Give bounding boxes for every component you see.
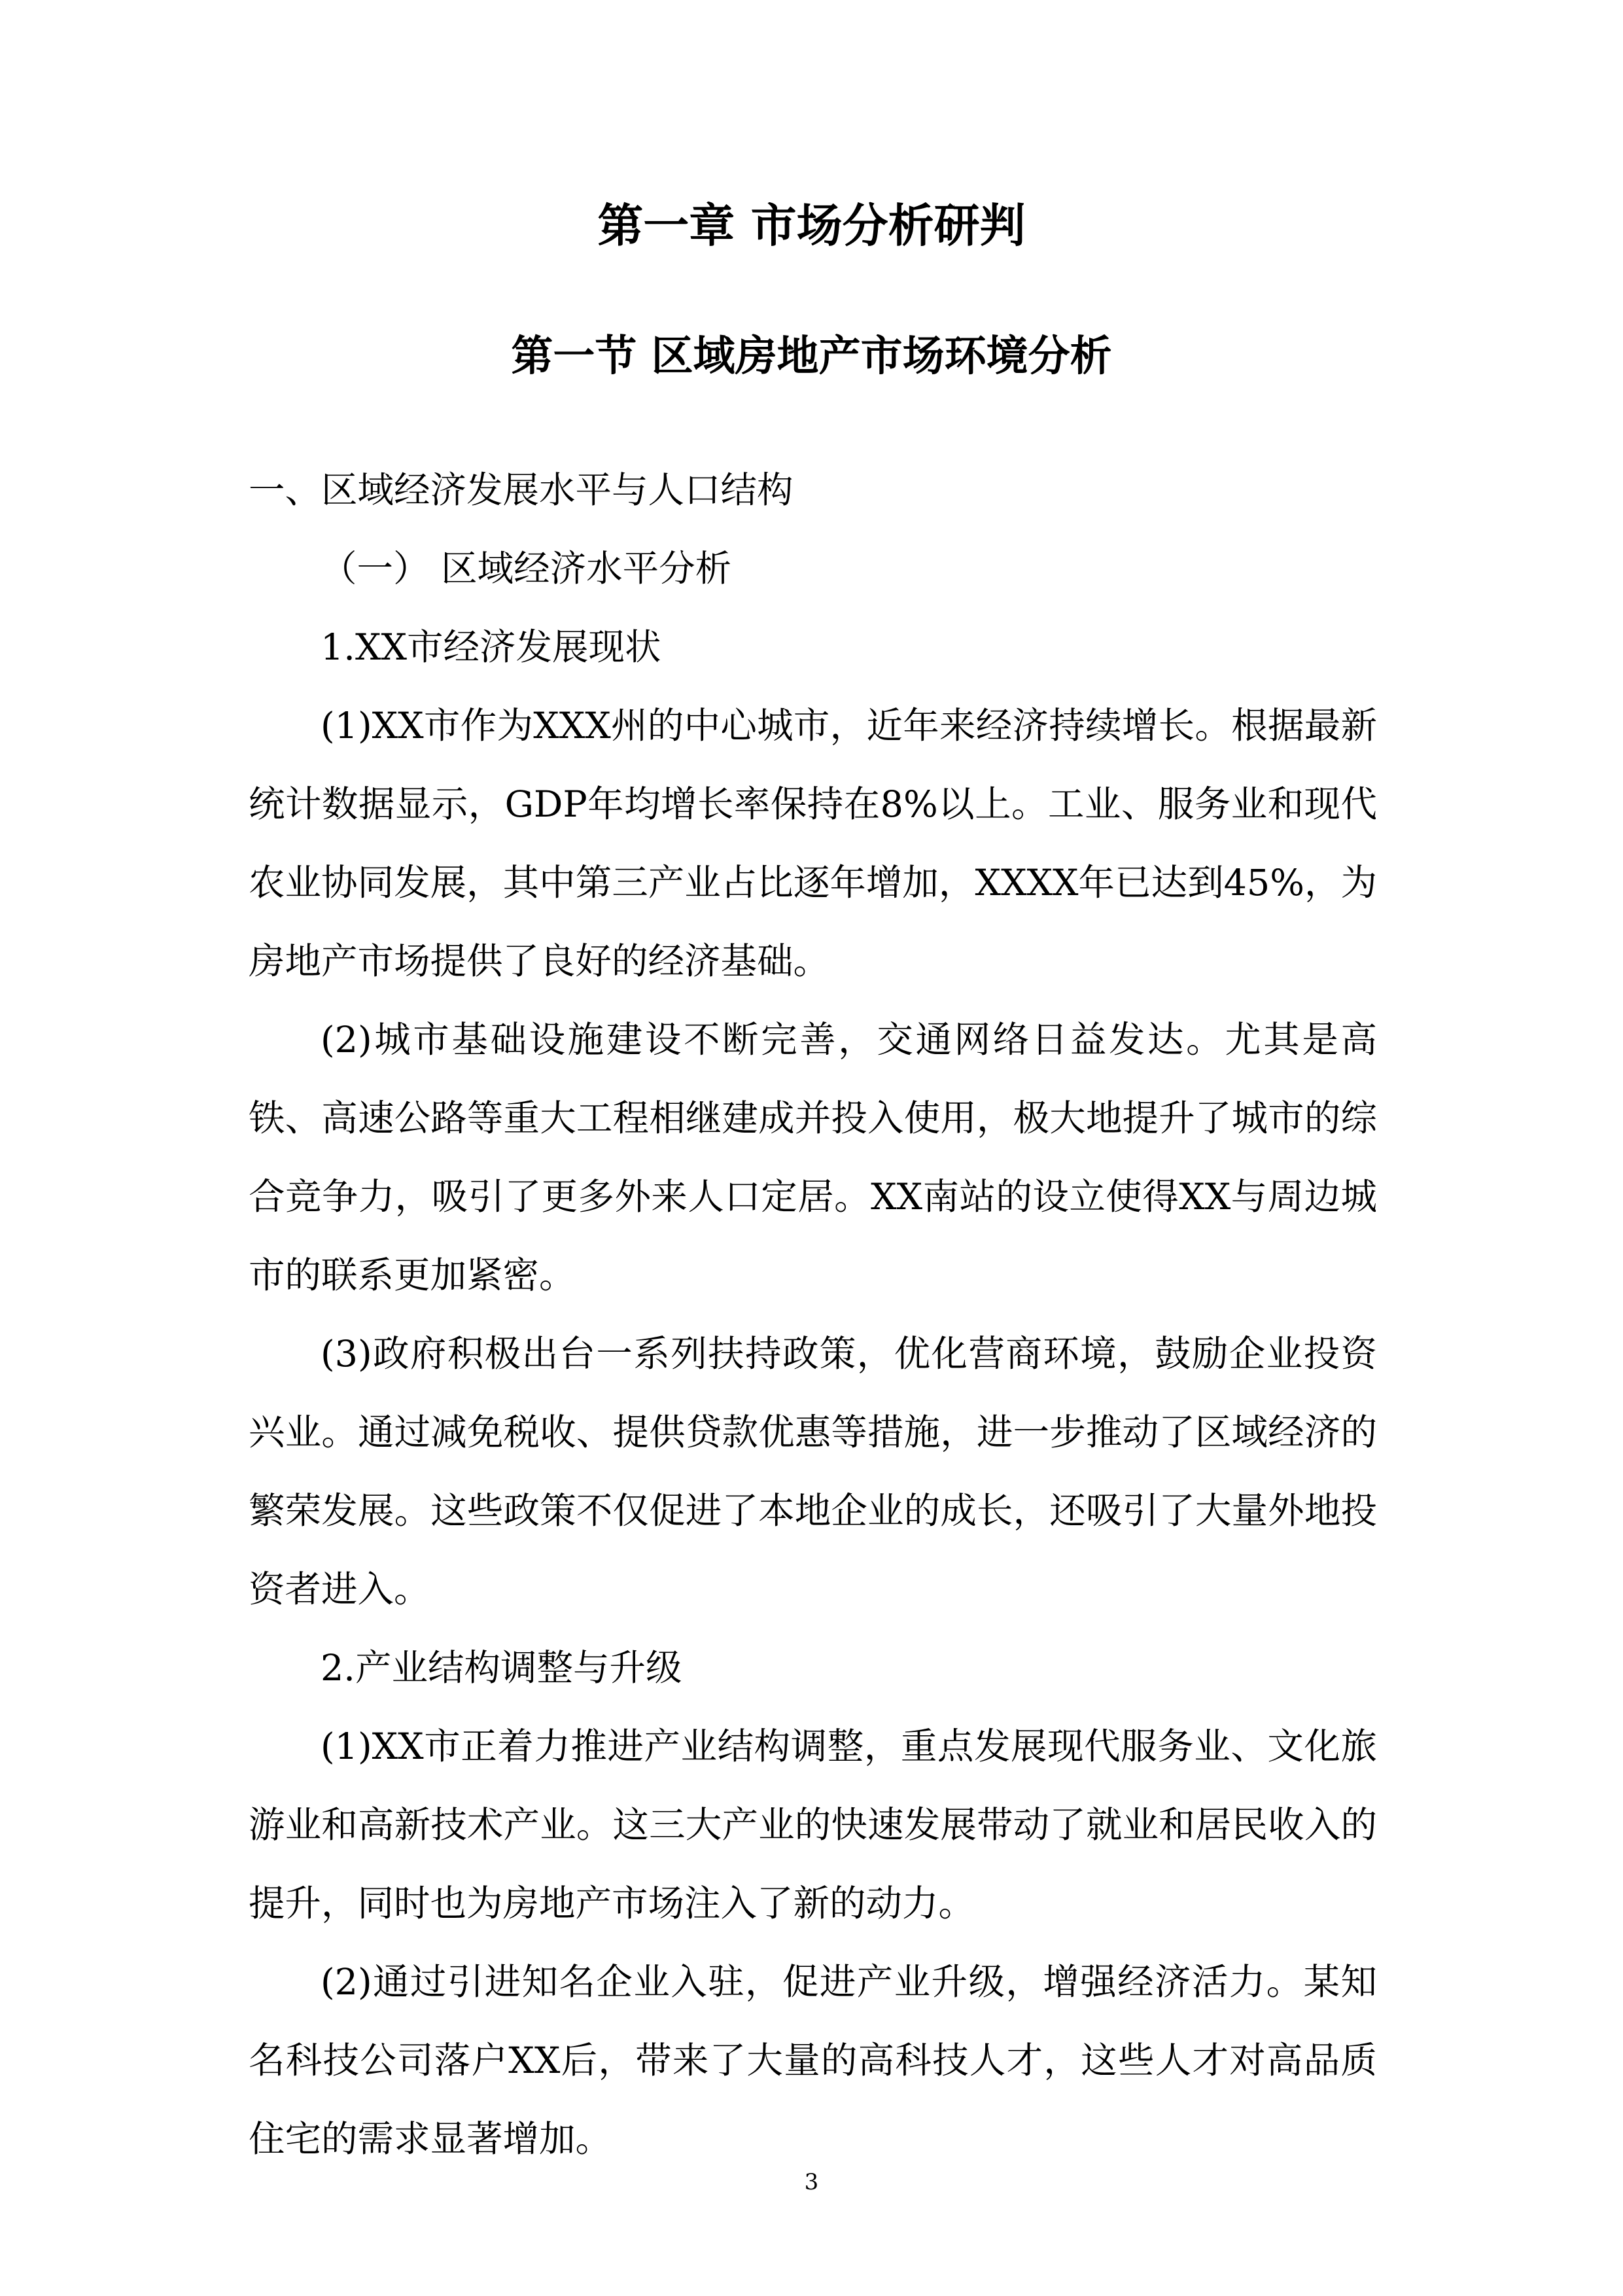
body-paragraph: (2)城市基础设施建设不断完善，交通网络日益发达。尤其是高铁、高速公路等重大工程相继建成并投入使用，极大地提升了城市的综合竞争力，吸引了更多外来人口定居。XX南站的设立使得XX与周边城市的联系更加紧密。 — [249, 1019, 1377, 1297]
heading-level-3: 1.XX市经济发展现状 — [321, 626, 661, 669]
heading-level-2: （一） 区域经济水平分析 — [321, 548, 732, 590]
page-number: 3 — [804, 2169, 819, 2195]
body-paragraph: (1)XX市作为XXX州的中心城市，近年来经济持续增长。根据最新统计数据显示，GDP年均增长率保持在8%以上。工业、服务业和现代农业协同发展，其中第三产业占比逐年增加，XXXX年已达到45%，为房地产市场提供了良好的经济基础。 — [249, 705, 1377, 983]
section-title: 第一节 区域房地产市场环境分析 — [511, 332, 1112, 381]
body-paragraph: (2)通过引进知名企业入驻，促进产业升级，增强经济活力。某知名科技公司落户XX后，带来了大量的高科技人才，这些人才对高品质住宅的需求显著增加。 — [249, 1961, 1377, 2161]
heading-level-3: 2.产业结构调整与升级 — [321, 1647, 682, 1689]
body-paragraph: (1)XX市正着力推进产业结构调整，重点发展现代服务业、文化旅游业和高新技术产业。这三大产业的快速发展带动了就业和居民收入的提升，同时也为房地产市场注入了新的动力。 — [249, 1725, 1377, 1925]
chapter-title: 第一章 市场分析研判 — [597, 199, 1026, 253]
body-paragraph: (3)政府积极出台一系列扶持政策，优化营商环境，鼓励企业投资兴业。通过减免税收、提供贷款优惠等措施，进一步推动了区域经济的繁荣发展。这些政策不仅促进了本地企业的成长，还吸引了大量外地投资者进入。 — [249, 1333, 1377, 1611]
heading-level-1: 一、区域经济发展水平与人口结构 — [249, 469, 794, 512]
document-body — [249, 451, 1377, 2179]
